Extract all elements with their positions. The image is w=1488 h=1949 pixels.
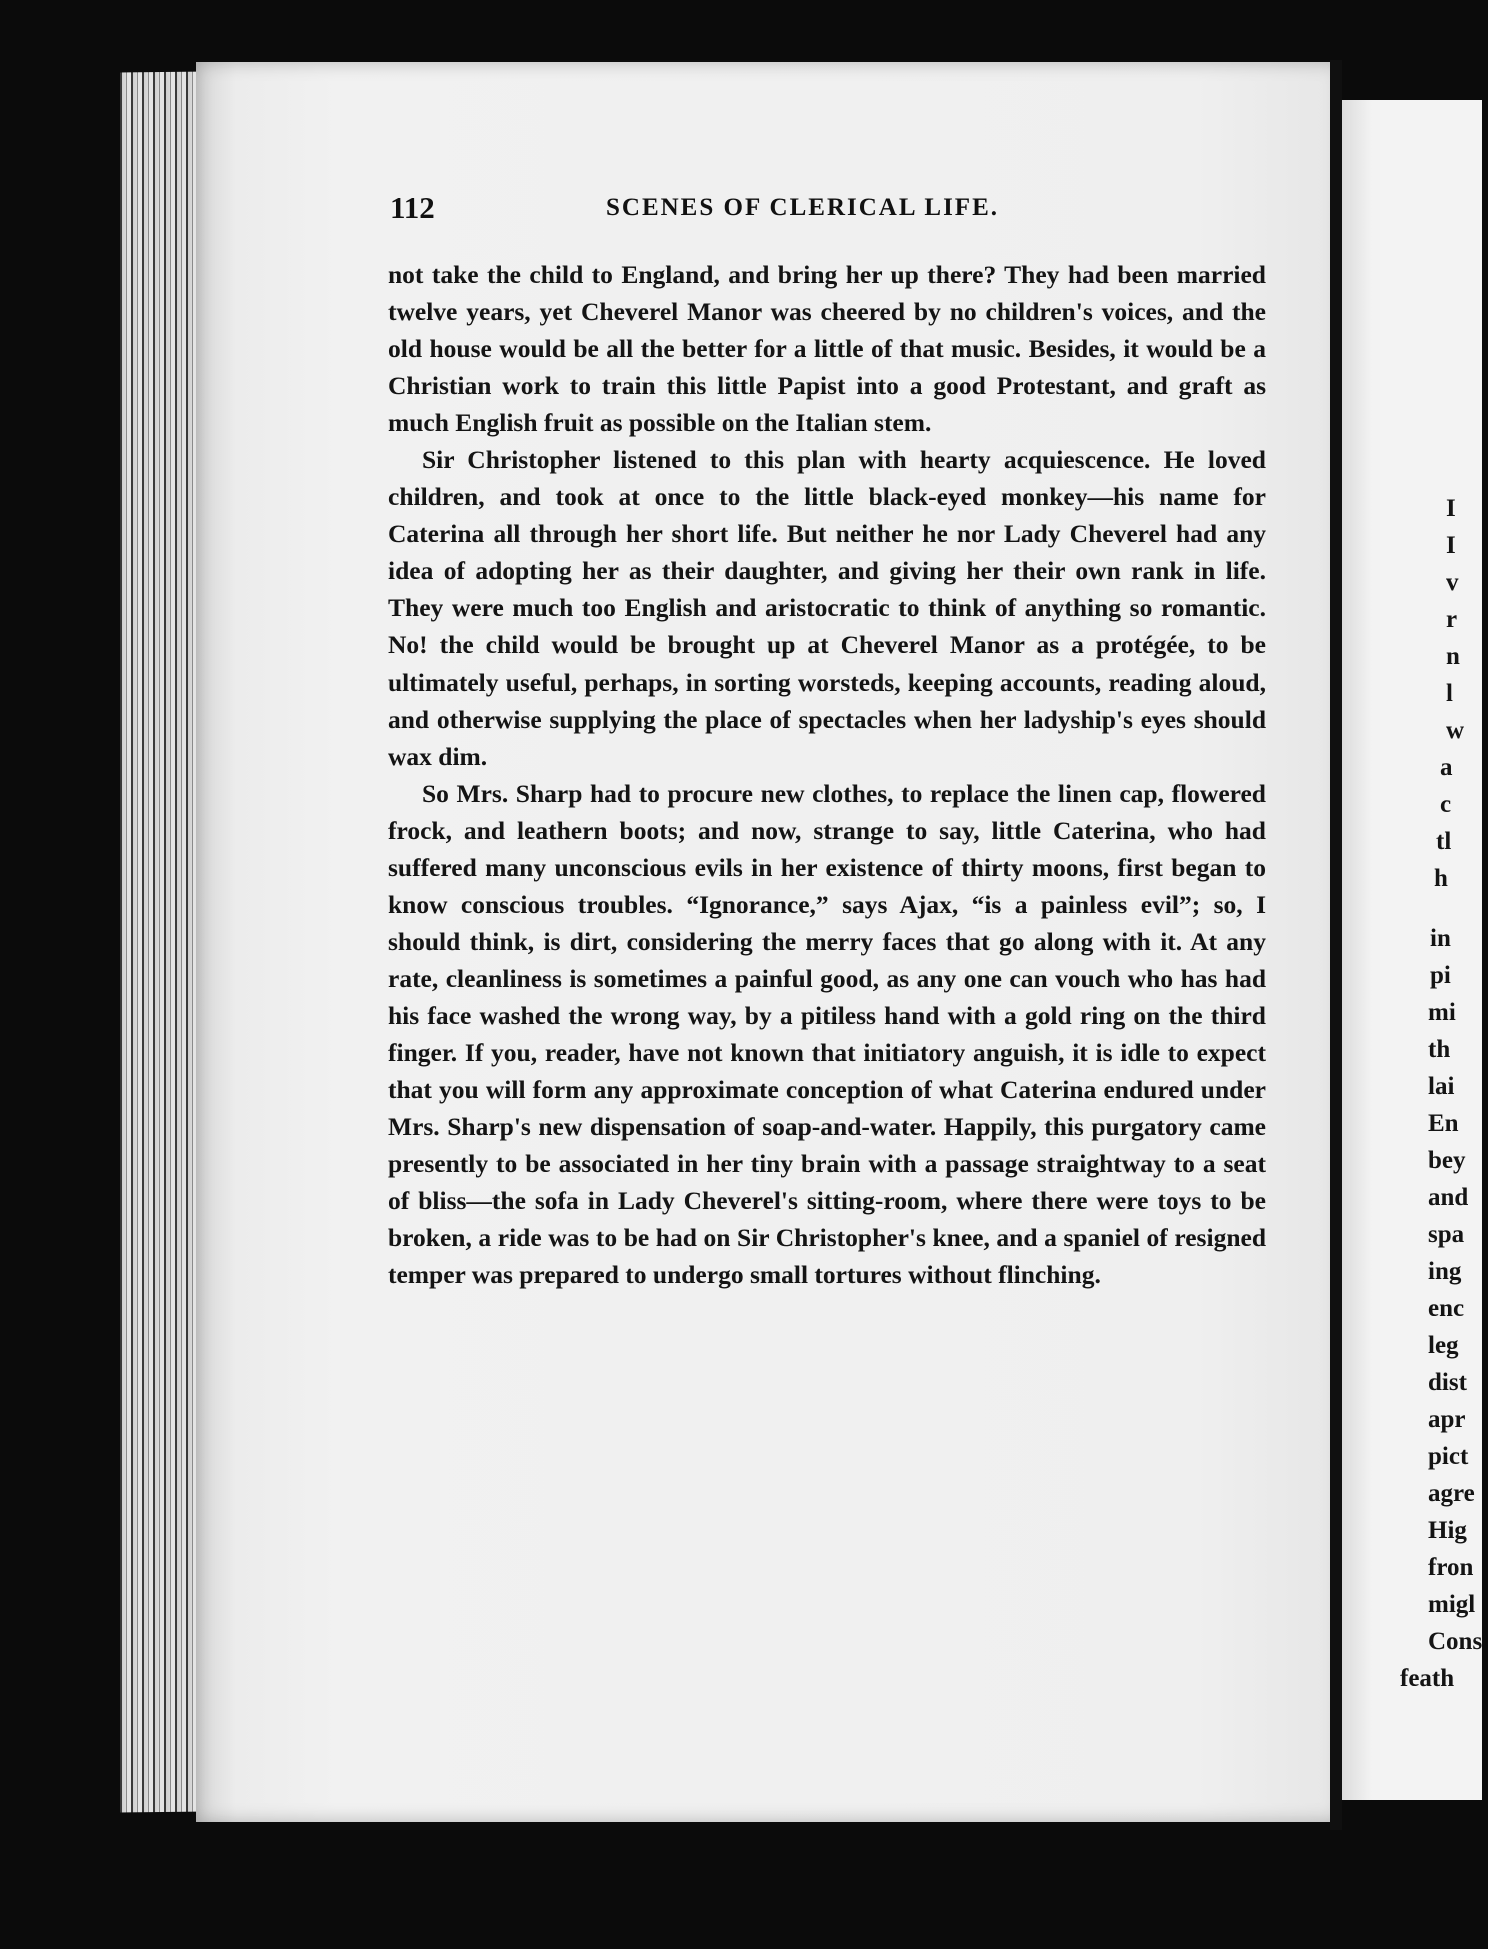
facing-page-fragment: leg	[1428, 1332, 1459, 1359]
right-page	[1342, 100, 1482, 1800]
page-number: 112	[390, 190, 435, 225]
facing-page-fragment: ing	[1428, 1258, 1462, 1285]
facing-page-fragment: in	[1430, 925, 1451, 952]
facing-page-fragment: lai	[1428, 1073, 1455, 1100]
facing-page-fragment: bey	[1428, 1147, 1466, 1174]
facing-page-fragment: dist	[1428, 1369, 1467, 1396]
facing-page-fragment: fron	[1428, 1554, 1474, 1581]
facing-page-fragment: migl	[1428, 1591, 1476, 1618]
facing-page-fragment: I	[1446, 532, 1456, 559]
facing-page-fragment: tl	[1436, 828, 1452, 855]
facing-page-fragment: spa	[1428, 1221, 1465, 1248]
facing-page-fragment: a	[1440, 754, 1453, 781]
facing-page-fragment: Cons	[1428, 1628, 1483, 1655]
facing-page-fragment: r	[1446, 606, 1458, 633]
paragraph: not take the child to England, and bring her up there? They had been married twelve years, yet Cheverel Manor was cheered by no children's voices, and the old house would be all the better for a little of that music. Besides, it would be a Christian work to train this little Papist into a good Protestant, and graft as much English fruit as possible on the Italian stem.	[388, 260, 1266, 438]
facing-page-fragment: h	[1434, 865, 1448, 892]
running-title: SCENES OF CLERICAL LIFE.	[606, 194, 999, 221]
facing-page-fragment: En	[1428, 1110, 1459, 1137]
facing-page-fragment: th	[1428, 1036, 1451, 1063]
facing-page-fragment: n	[1446, 643, 1460, 670]
paragraph: Sir Christopher listened to this plan with hearty acquiescence. He loved children, and took at once to the little black-eyed monkey—his name for Caterina all through her short life. But neither he nor Lady Cheverel had any idea of adopting her as their daughter, and giving her their own rank in life. They were much too English and aristocratic to think of anything so romantic. No! the child would be brought up at Cheverel Manor as a protégée, to be ultimately useful, perhaps, in sorting worsteds, keeping accounts, reading aloud, and otherwise supplying the place of spectacles when her ladyship's eyes should wax dim.	[388, 445, 1266, 771]
page-header	[390, 190, 1080, 230]
facing-page-fragment: Hig	[1428, 1517, 1467, 1544]
facing-page-fragment: l	[1446, 680, 1453, 707]
facing-page-fragment: apr	[1428, 1406, 1466, 1433]
facing-page-fragment: w	[1446, 717, 1465, 744]
facing-page-fragment: pi	[1430, 962, 1451, 989]
facing-page-fragment: agre	[1428, 1480, 1475, 1507]
facing-page-fragment: and	[1428, 1184, 1469, 1211]
facing-page-fragment: I	[1446, 495, 1456, 522]
facing-page-fragment: mi	[1428, 999, 1456, 1026]
facing-page-fragment: c	[1440, 791, 1452, 818]
facing-page-fragment: pict	[1428, 1443, 1469, 1470]
facing-page-fragment: v	[1446, 569, 1459, 596]
facing-page-fragment: enc	[1428, 1295, 1465, 1322]
gutter-shadow	[1330, 60, 1342, 1830]
body-text	[388, 256, 1266, 1293]
facing-page-fragment: feath	[1400, 1665, 1455, 1692]
paragraph: So Mrs. Sharp had to procure new clothes, to replace the linen cap, flowered frock, and leathern boots; and now, strange to say, little Caterina, who had suffered many unconscious evils in her existence of thirty moons, first began to know conscious troubles. “Ignorance,” says Ajax, “is a painless evil”; so, I should think, is dirt, considering the merry faces that go along with it. At any rate, cleanliness is sometimes a painful good, as any one can vouch who has had his face washed the wrong way, by a pitiless hand with a gold ring on the third finger. If you, reader, have not known that initiatory anguish, it is idle to expect that you will form any approximate conception of what Caterina endured under Mrs. Sharp's new dispensation of soap-and-water. Happily, this purgatory came presently to be associated in her tiny brain with a passage straightway to a seat of bliss—the sofa in Lady Cheverel's sitting-room, where there were toys to be broken, a ride was to be had on Sir Christopher's knee, and a spaniel of resigned temper was prepared to undergo small tortures without flinching.	[388, 778, 1266, 1290]
